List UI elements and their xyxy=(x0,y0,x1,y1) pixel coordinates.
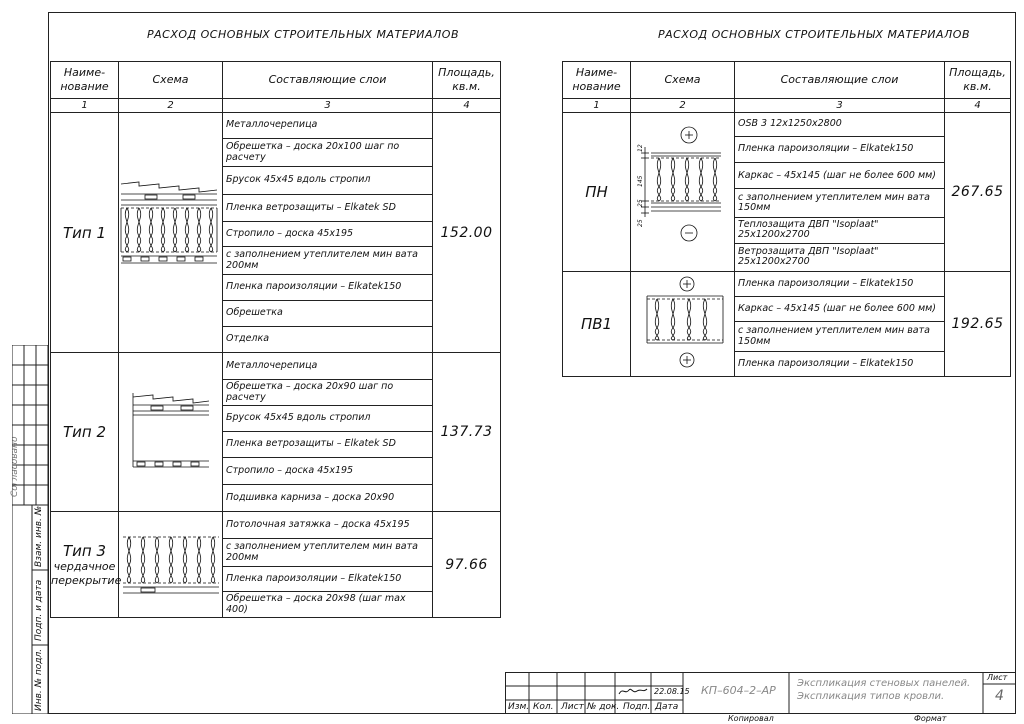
wall-scheme-pv1 xyxy=(631,272,735,377)
layer-cell: Брусок 45х45 вдоль стропил xyxy=(223,167,433,195)
table-row xyxy=(51,512,501,539)
row-name: Тип 2 xyxy=(51,353,119,512)
row-name-sub: чердачное перекрытие xyxy=(51,559,122,587)
header-name-line1: Наиме- xyxy=(575,66,618,79)
header-scheme: Схема xyxy=(119,62,223,99)
roof-scheme-type1 xyxy=(119,113,223,353)
layer-cell: Обрешетка – доска 20х98 (шаг max 400) xyxy=(223,592,433,618)
row-name: ПВ1 xyxy=(563,272,631,377)
layer-cell: Обрешетка – доска 20х100 шаг по расчету xyxy=(223,139,433,167)
table-row xyxy=(51,353,501,380)
header-area xyxy=(433,62,501,99)
side-stamp xyxy=(12,345,48,714)
side-stamp-ref-no: Взам. инв. № xyxy=(34,505,44,567)
layer-cell: Пленка пароизоляции – Elkatek150 xyxy=(735,272,945,297)
col-number: 4 xyxy=(945,99,1011,113)
layer-cell: Пленка пароизоляции – Elkatek150 xyxy=(735,137,945,163)
layer-cell: Пленка пароизоляции – Elkatek150 xyxy=(223,567,433,592)
col-number: 1 xyxy=(51,99,119,113)
header-scheme: Схема xyxy=(631,62,735,99)
roof-scheme-type3 xyxy=(119,512,223,618)
layer-cell: с заполнением утеплителем мин вата 150мм xyxy=(735,322,945,351)
header-name-line1: Наиме- xyxy=(63,66,106,79)
header-area xyxy=(945,62,1011,99)
header-area-line1: Площадь, xyxy=(949,66,1006,79)
left-table-title: РАСХОД ОСНОВНЫХ СТРОИТЕЛЬНЫХ МАТЕРИАЛОВ xyxy=(147,28,460,41)
layer-cell: Металлочерепица xyxy=(223,353,433,380)
copied-label: Копировал xyxy=(728,714,774,723)
header-name-line2: нование xyxy=(60,80,109,93)
layer-cell: Каркас – 45х145 (шаг не более 600 мм) xyxy=(735,163,945,189)
sheet-title-line1: Экспликация стеновых панелей. xyxy=(797,678,971,689)
layer-cell: с заполнением утеплителем мин вата 200мм xyxy=(223,247,433,275)
roof-scheme-type3-drawing xyxy=(119,513,223,617)
side-stamp-inv-no: Инв. № подл. xyxy=(34,648,44,711)
header-area-line2: кв.м. xyxy=(963,80,992,93)
layer-cell: Пленка ветрозащиты – Elkatek SD xyxy=(223,432,433,458)
table-header-row xyxy=(51,62,501,99)
header-layers: Составляющие слои xyxy=(223,62,433,99)
column-number-row xyxy=(51,99,501,113)
col-label-date: Дата xyxy=(655,702,679,712)
signature xyxy=(617,685,651,697)
header-name xyxy=(563,62,631,99)
col-label-list: Лист xyxy=(561,702,584,712)
layer-cell: Подшивка карниза – доска 20х90 xyxy=(223,485,433,512)
row-name xyxy=(51,512,122,618)
col-number: 4 xyxy=(433,99,501,113)
layer-cell: с заполнением утеплителем мин вата 200мм xyxy=(223,539,433,567)
col-number: 3 xyxy=(223,99,433,113)
right-table-title: РАСХОД ОСНОВНЫХ СТРОИТЕЛЬНЫХ МАТЕРИАЛОВ xyxy=(658,28,971,41)
header-name xyxy=(51,62,119,99)
layer-cell: Обрешетка xyxy=(223,301,433,327)
right-materials-table xyxy=(562,61,1011,377)
doc-code: КП–604–2–АР xyxy=(701,684,776,697)
col-label-doc: № док. xyxy=(587,702,620,712)
col-label-izm: Изм. xyxy=(508,702,530,712)
layer-cell: Брусок 45х45 вдоль стропил xyxy=(223,406,433,432)
sheet-number: 4 xyxy=(995,688,1004,704)
left-materials-table xyxy=(50,61,501,618)
layer-cell: Отделка xyxy=(223,327,433,353)
layer-cell: Каркас – 45х145 (шаг не более 600 мм) xyxy=(735,297,945,322)
col-number: 3 xyxy=(735,99,945,113)
roof-scheme-type2 xyxy=(119,353,223,512)
sheet-label: Лист xyxy=(987,673,1008,682)
row-name-main: Тип 3 xyxy=(62,541,107,560)
layer-cell: Металлочерепица xyxy=(223,113,433,139)
wall-scheme-pn xyxy=(631,113,735,272)
col-number: 2 xyxy=(119,99,223,113)
title-block xyxy=(505,672,1016,714)
roof-scheme-type2-drawing xyxy=(119,353,223,511)
col-number: 2 xyxy=(631,99,735,113)
dim-label: 12 xyxy=(637,144,644,152)
dim-label: 25 xyxy=(637,199,644,207)
layer-cell: с заполнением утеплителем мин вата 150мм xyxy=(735,189,945,217)
layer-cell: Обрешетка – доска 20х90 шаг по расчету xyxy=(223,380,433,406)
layer-cell: Ветрозащита ДВП "Isoplaat" 25х1200х2700 xyxy=(735,243,945,271)
header-name-line2: нование xyxy=(572,80,621,93)
header-layers: Составляющие слои xyxy=(735,62,945,99)
header-area-line2: кв.м. xyxy=(452,80,481,93)
side-stamp-agreed: Согласовано xyxy=(10,436,20,497)
table-row xyxy=(51,113,501,139)
roof-scheme-type1-drawing xyxy=(119,114,223,352)
row-area: 192.65 xyxy=(945,272,1011,377)
row-area: 137.73 xyxy=(433,353,501,512)
layer-cell: Теплозащита ДВП "Isoplaat" 25х1200х2700 xyxy=(735,217,945,243)
layer-cell: Пленка ветрозащиты – Elkatek SD xyxy=(223,195,433,222)
dim-label: 145 xyxy=(637,175,644,187)
header-area-line1: Площадь, xyxy=(438,66,495,79)
row-area: 152.00 xyxy=(433,113,501,353)
column-number-row xyxy=(563,99,1011,113)
table-row xyxy=(563,113,1011,137)
col-number: 1 xyxy=(563,99,631,113)
table-header-row xyxy=(563,62,1011,99)
signature-scribble xyxy=(617,685,651,697)
layer-cell: OSB 3 12х1250х2800 xyxy=(735,113,945,137)
sign-date: 22.08.15 xyxy=(654,687,690,696)
wall-scheme-pn-drawing xyxy=(631,113,735,271)
layer-cell: Стропило – доска 45х195 xyxy=(223,222,433,247)
row-name: Тип 1 xyxy=(51,113,119,353)
layer-cell: Пленка пароизоляции – Elkatek150 xyxy=(735,351,945,376)
format-label: Формат xyxy=(914,714,947,723)
layer-cell: Потолочная затяжка – доска 45х195 xyxy=(223,512,433,539)
row-name: ПН xyxy=(563,113,631,272)
layer-cell: Стропило – доска 45х195 xyxy=(223,458,433,485)
dim-label: 25 xyxy=(637,219,644,227)
row-area: 97.66 xyxy=(433,512,501,618)
wall-scheme-pv1-drawing xyxy=(631,272,735,376)
col-label-kol: Кол. xyxy=(533,702,554,712)
side-stamp-sign-date: Подп. и дата xyxy=(34,579,44,641)
layer-cell: Пленка пароизоляции – Elkatek150 xyxy=(223,275,433,301)
col-label-sign: Подп. xyxy=(623,702,651,712)
sheet-title-line2: Экспликация типов кровли. xyxy=(797,691,945,702)
table-row xyxy=(563,272,1011,297)
row-area: 267.65 xyxy=(945,113,1011,272)
